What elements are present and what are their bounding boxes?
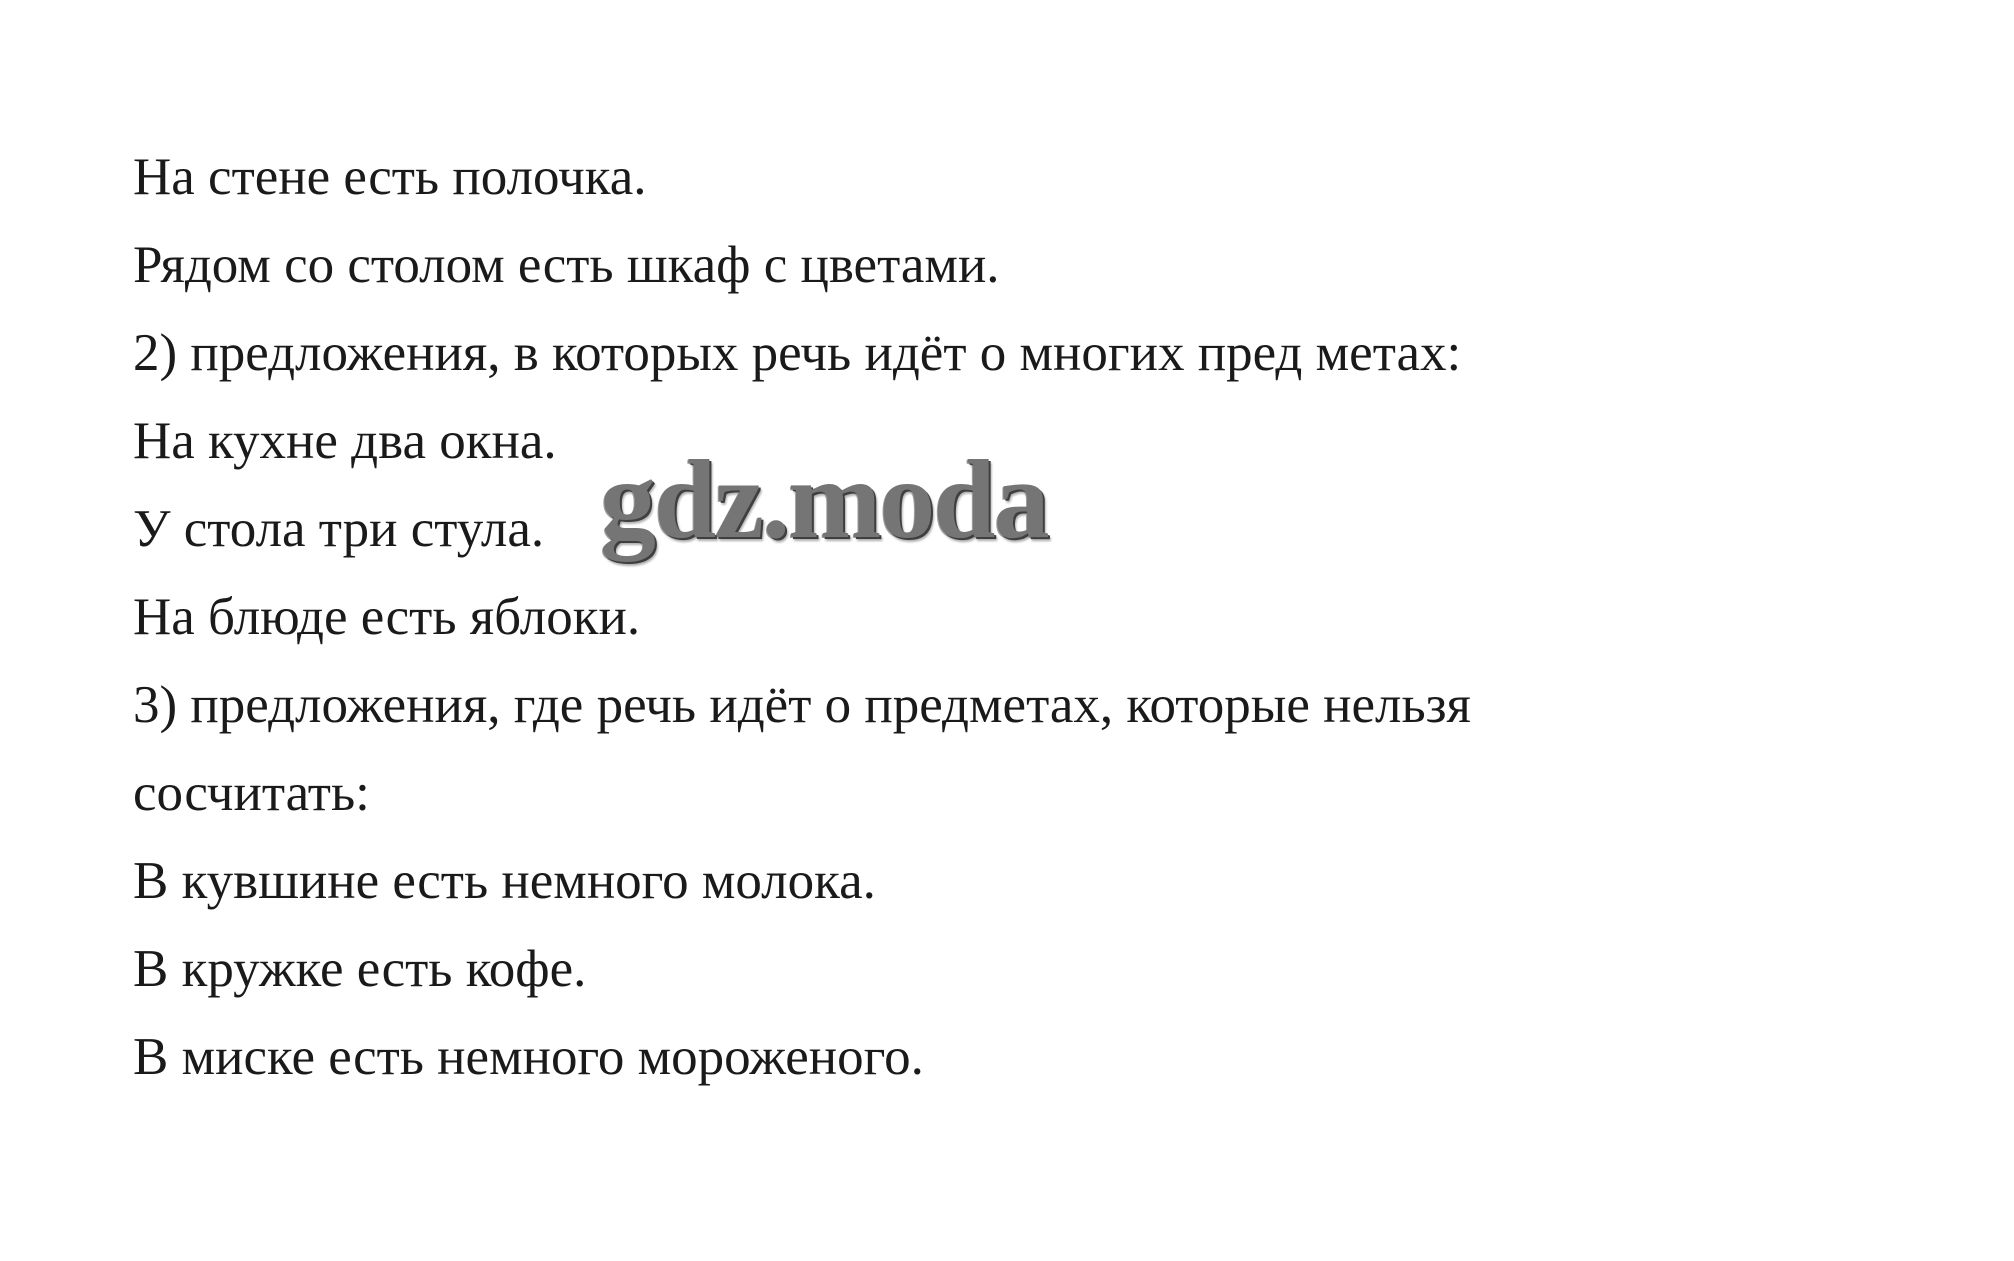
text-line: В кувшине есть немного молока. — [133, 852, 876, 910]
text-line: На стене есть полочка. — [133, 148, 647, 206]
text-line: сосчитать: — [133, 764, 370, 822]
text-line: В кружке есть кофе. — [133, 940, 587, 998]
text-line: В миске есть немного мороженого. — [133, 1028, 924, 1086]
text-line: На блюде есть яблоки. — [133, 588, 641, 646]
watermark-logo: gdz.moda — [600, 438, 1048, 562]
document-text — [133, 133, 1933, 1101]
text-line: 3) предложения, где речь идёт о предметах, которые нельзя — [133, 676, 1471, 734]
text-line: Рядом со столом есть шкаф с цветами. — [133, 236, 1000, 294]
text-line: На кухне два окна. — [133, 412, 557, 470]
text-line: У стола три стула. — [133, 500, 545, 558]
text-line: 2) предложения, в которых речь идёт о многих пред метах: — [133, 324, 1462, 382]
